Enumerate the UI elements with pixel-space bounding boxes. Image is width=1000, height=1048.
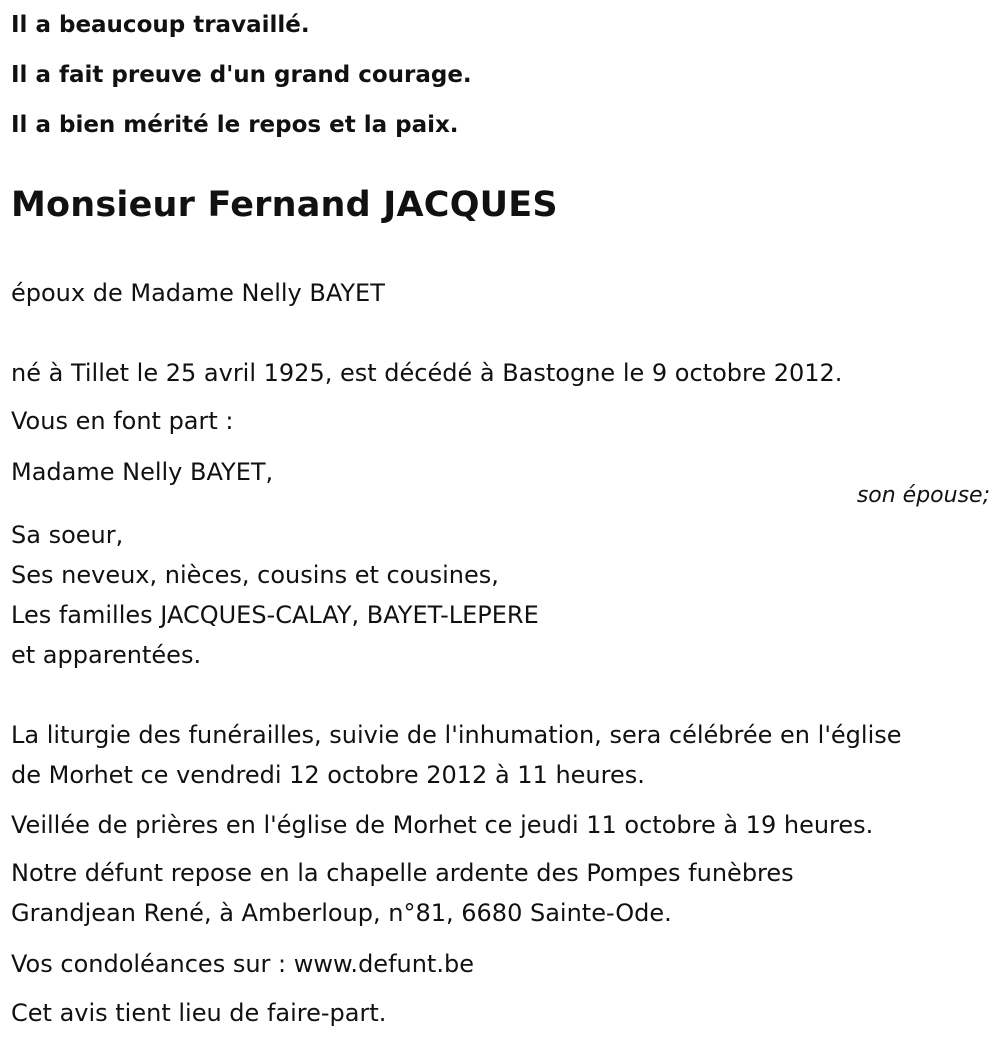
family-list [11, 515, 539, 675]
funeral-line-1: La liturgie des funérailles, suivie de l'inhumation, sera célébrée en l'église [11, 721, 902, 749]
family-line-2: Ses neveux, nièces, cousins et cousines, [11, 561, 499, 589]
birth-death-line: né à Tillet le 25 avril 1925, est décédé à Bastogne le 9 octobre 2012. [11, 359, 843, 387]
verse-line-1: Il a beaucoup travaillé. [11, 12, 310, 38]
spouse-role: son épouse; [856, 483, 990, 508]
family-line-1: Sa soeur, [11, 521, 124, 549]
verse-line-2: Il a fait preuve d'un grand courage. [11, 62, 472, 88]
vigil-line: Veillée de prières en l'église de Morhet ce jeudi 11 octobre à 19 heures. [11, 811, 874, 839]
rest-place-line-2: Grandjean René, à Amberloup, n°81, 6680 Sainte-Ode. [11, 899, 672, 927]
funeral-line-2: de Morhet ce vendredi 12 octobre 2012 à 11 heures. [11, 761, 645, 789]
funeral-paragraph [11, 715, 902, 795]
family-line-3: Les familles JACQUES-CALAY, BAYET-LEPERE [11, 601, 539, 629]
rest-place-paragraph [11, 853, 794, 933]
family-line-4: et apparentées. [11, 641, 202, 669]
condolences-line: Vos condoléances sur : www.defunt.be [11, 950, 474, 978]
verse-line-3: Il a bien mérité le repos et la paix. [11, 112, 459, 138]
spouse-name: Madame Nelly BAYET, [11, 458, 274, 486]
spouse-line: époux de Madame Nelly BAYET [11, 279, 385, 307]
rest-place-line-1: Notre défunt repose en la chapelle ardente des Pompes funèbres [11, 859, 794, 887]
announcers-intro: Vous en font part : [11, 407, 234, 435]
notice-line: Cet avis tient lieu de faire-part. [11, 999, 387, 1027]
deceased-name: Monsieur Fernand JACQUES [11, 185, 558, 225]
